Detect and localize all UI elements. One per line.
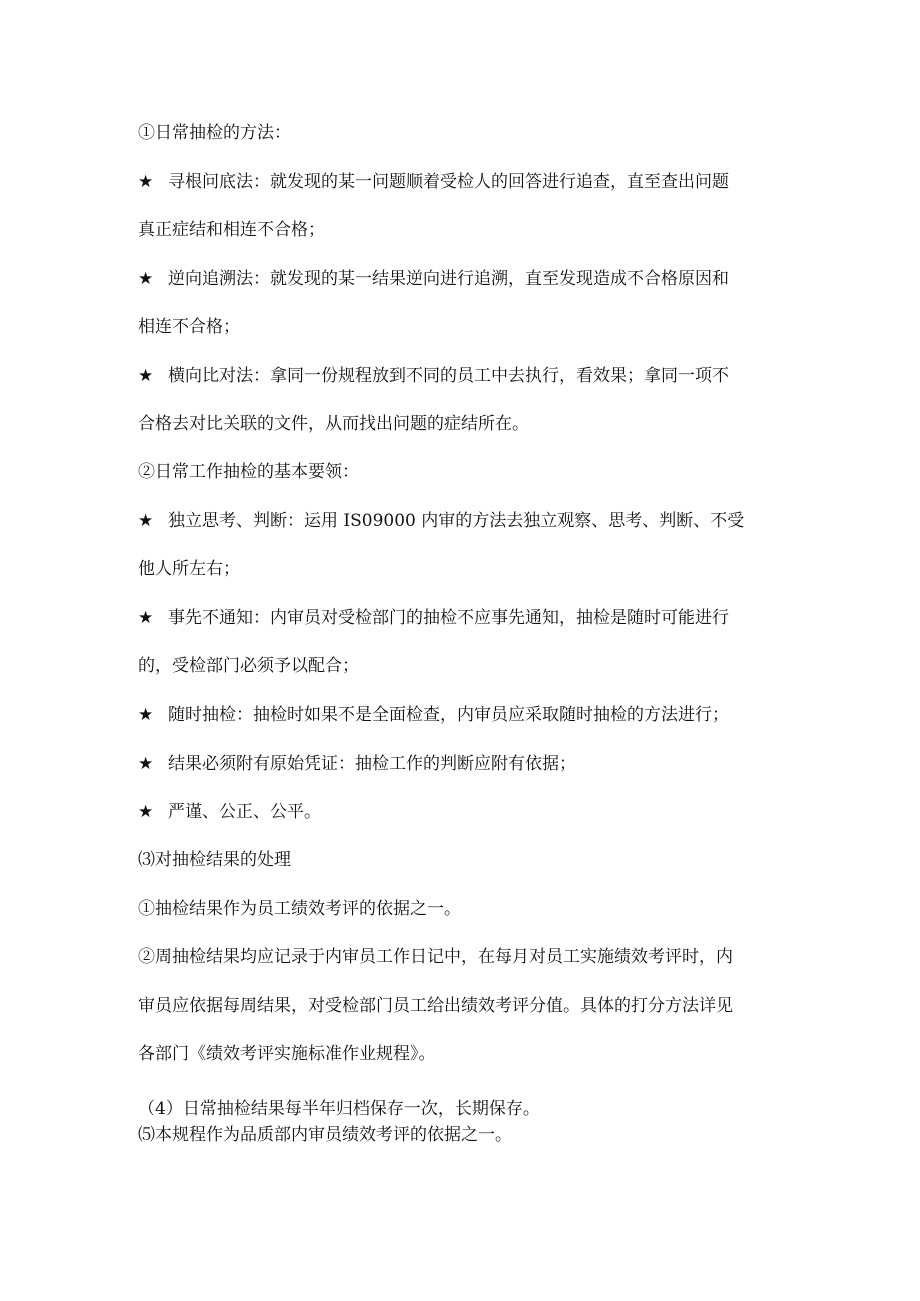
essential-item-2-text: 事先不通知：内审员对受检部门的抽检不应事先通知，抽检是随时可能进行	[168, 608, 729, 628]
result-paragraph-2-line1: ②周抽检结果均应记录于内审员工作日记中，在每月对员工实施绩效考评时，内	[138, 947, 733, 967]
essential-item-4-text: 结果必须附有原始凭证：抽检工作的判断应附有依据；	[168, 754, 576, 774]
star-bullet-icon: ★	[138, 705, 154, 725]
section3-heading: ⑶对抽检结果的处理	[138, 850, 291, 870]
essential-item-4	[138, 753, 576, 775]
method-item-1-text: 寻根问底法：就发现的某一问题顺着受检人的回答进行追查，直至查出问题	[168, 172, 729, 192]
essential-item-1-text: 独立思考、判断：运用 IS09000 内审的方法去独立观察、思考、判断、不受	[168, 511, 745, 531]
essential-item-2-cont: 的，受检部门必须予以配合；	[138, 656, 359, 676]
section1-heading: ①日常抽检的方法：	[138, 123, 291, 143]
essential-item-1-cont: 他人所左右；	[138, 559, 240, 579]
method-item-1-cont: 真正症结和相连不合格；	[138, 220, 325, 240]
star-bullet-icon: ★	[138, 608, 154, 628]
essential-item-5	[138, 801, 321, 823]
result-paragraph-2-line3: 各部门《绩效考评实施标准作业规程》。	[138, 1044, 436, 1064]
method-item-2	[138, 268, 729, 290]
result-paragraph-4: （4）日常抽检结果每半年归档保存一次，长期保存。	[138, 1099, 540, 1119]
result-paragraph-5: ⑸本规程作为品质部内审员绩效考评的依据之一。	[138, 1125, 512, 1145]
result-paragraph-2-line2: 审员应依据每周结果，对受检部门员工给出绩效考评分值。具体的打分方法详见	[138, 996, 733, 1016]
method-item-2-text: 逆向追溯法：就发现的某一结果逆向进行追溯，直至发现造成不合格原因和	[168, 269, 729, 289]
method-item-3-cont: 合格去对比关联的文件，从而找出问题的症结所在。	[138, 414, 529, 434]
essential-item-5-text: 严谨、公正、公平。	[168, 802, 321, 822]
essential-item-3	[138, 704, 729, 726]
essential-item-3-text: 随时抽检：抽检时如果不是全面检查，内审员应采取随时抽检的方法进行；	[168, 705, 729, 725]
star-bullet-icon: ★	[138, 269, 154, 289]
method-item-3	[138, 365, 729, 387]
star-bullet-icon: ★	[138, 754, 154, 774]
essential-item-2	[138, 607, 729, 629]
section2-heading: ②日常工作抽检的基本要领：	[138, 462, 359, 482]
essential-item-1	[138, 510, 744, 532]
result-paragraph-1: ①抽检结果作为员工绩效考评的依据之一。	[138, 899, 461, 919]
star-bullet-icon: ★	[138, 366, 154, 386]
star-bullet-icon: ★	[138, 511, 154, 531]
method-item-2-cont: 相连不合格；	[138, 317, 240, 337]
method-item-1	[138, 171, 729, 193]
method-item-3-text: 横向比对法：拿同一份规程放到不同的员工中去执行，看效果；拿同一项不	[168, 366, 729, 386]
star-bullet-icon: ★	[138, 172, 154, 192]
star-bullet-icon: ★	[138, 802, 154, 822]
